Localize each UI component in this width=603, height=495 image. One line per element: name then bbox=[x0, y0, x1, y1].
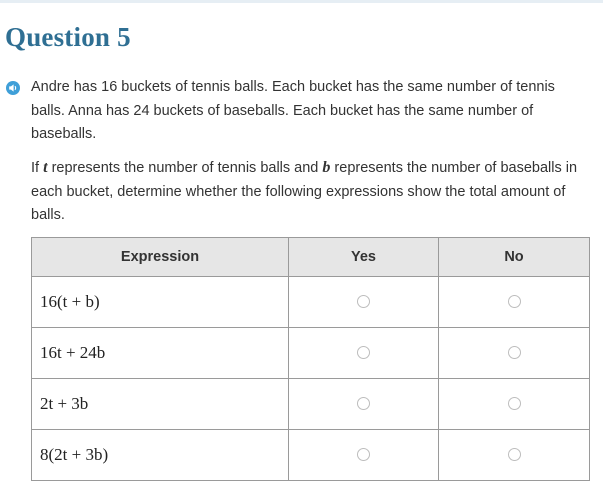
table-row bbox=[32, 379, 590, 430]
question-intro: Andre has 16 buckets of tennis balls. Each bucket has the same number of tennis balls. Anna has 24 buckets of baseballs. Each bucket has the same number of baseballs. bbox=[31, 79, 555, 142]
no-cell bbox=[439, 379, 590, 430]
yes-cell bbox=[289, 430, 439, 481]
no-cell bbox=[439, 277, 590, 328]
prompt-text-3: represents the number of baseballs in each bucket, determine whether the following expressions show the total amount of balls. bbox=[31, 160, 578, 223]
header-yes: Yes bbox=[289, 238, 439, 277]
question-prompt bbox=[31, 156, 586, 228]
no-radio[interactable] bbox=[508, 295, 521, 308]
expression-cell: 8(2t + 3b) bbox=[32, 430, 289, 481]
yes-cell bbox=[289, 328, 439, 379]
yes-cell bbox=[289, 277, 439, 328]
yes-cell bbox=[289, 379, 439, 430]
yes-radio[interactable] bbox=[357, 295, 370, 308]
prompt-text-2: represents the number of tennis balls and bbox=[47, 160, 323, 176]
top-strip bbox=[0, 0, 603, 3]
expression-cell: 2t + 3b bbox=[32, 379, 289, 430]
no-cell bbox=[439, 430, 590, 481]
yes-radio[interactable] bbox=[357, 448, 370, 461]
no-radio[interactable] bbox=[508, 346, 521, 359]
expression-cell: 16t + 24b bbox=[32, 328, 289, 379]
header-expression: Expression bbox=[32, 238, 289, 277]
prompt-text-1: If bbox=[31, 160, 44, 176]
no-cell bbox=[439, 328, 590, 379]
answer-table bbox=[31, 237, 590, 481]
header-no: No bbox=[439, 238, 590, 277]
yes-radio[interactable] bbox=[357, 397, 370, 410]
table-header-row bbox=[32, 238, 590, 277]
variable-b: b bbox=[322, 159, 331, 176]
no-radio[interactable] bbox=[508, 448, 521, 461]
expression-cell: 16(t + b) bbox=[32, 277, 289, 328]
variable-t: t bbox=[43, 159, 48, 176]
table-row bbox=[32, 328, 590, 379]
yes-radio[interactable] bbox=[357, 346, 370, 359]
speaker-icon[interactable] bbox=[6, 81, 20, 95]
table-row bbox=[32, 277, 590, 328]
table-row bbox=[32, 430, 590, 481]
no-radio[interactable] bbox=[508, 397, 521, 410]
question-title: Question 5 bbox=[5, 22, 131, 52]
